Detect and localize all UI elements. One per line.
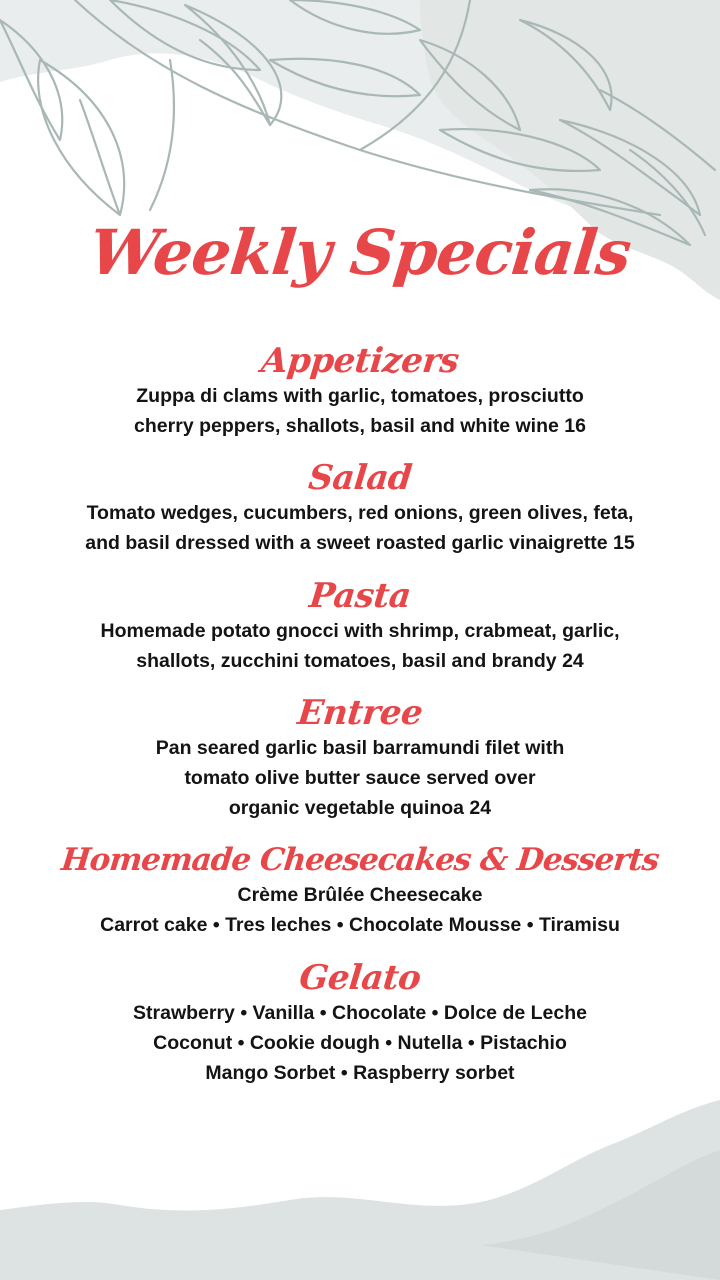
section-gelato — [0, 958, 720, 1088]
menu-item-line: Coconut • Cookie dough • Nutella • Pistachio — [153, 1032, 567, 1054]
section-desserts — [0, 840, 720, 940]
menu-item-line: Carrot cake • Tres leches • Chocolate Mousse • Tiramisu — [100, 914, 620, 936]
menu-item-line: Homemade potato gnocci with shrimp, crabmeat, garlic, — [100, 620, 620, 642]
section-heading: Pasta — [307, 576, 413, 616]
menu-item-line: Strawberry • Vanilla • Chocolate • Dolce de Leche — [133, 1002, 587, 1024]
page-title: Weekly Specials — [86, 216, 634, 289]
menu-item-line: cherry peppers, shallots, basil and white wine 16 — [134, 415, 586, 437]
section-heading: Homemade Cheesecakes & Desserts — [59, 842, 661, 878]
menu-item-line: Crème Brûlée Cheesecake — [237, 884, 483, 906]
section-appetizers — [0, 341, 720, 441]
section-entree — [0, 693, 720, 823]
menu-item-line: and basil dressed with a sweet roasted garlic vinaigrette 15 — [85, 532, 635, 554]
menu-item-line: shallots, zucchini tomatoes, basil and brandy 24 — [136, 650, 584, 672]
section-pasta — [0, 576, 720, 676]
section-heading: Entree — [295, 693, 425, 733]
menu-item-line: Tomato wedges, cucumbers, red onions, green olives, feta, — [86, 502, 634, 524]
menu-item-line: Zuppa di clams with garlic, tomatoes, prosciutto — [136, 385, 584, 407]
section-heading: Appetizers — [259, 341, 461, 381]
section-heading: Salad — [306, 458, 414, 498]
section-heading: Gelato — [297, 958, 423, 998]
menu-item-line: Mango Sorbet • Raspberry sorbet — [205, 1062, 515, 1084]
menu-item-line: organic vegetable quinoa 24 — [228, 797, 492, 819]
section-salad — [0, 458, 720, 558]
menu-item-line: tomato olive butter sauce served over — [184, 767, 536, 789]
menu-item-line: Pan seared garlic basil barramundi filet with — [155, 737, 565, 759]
